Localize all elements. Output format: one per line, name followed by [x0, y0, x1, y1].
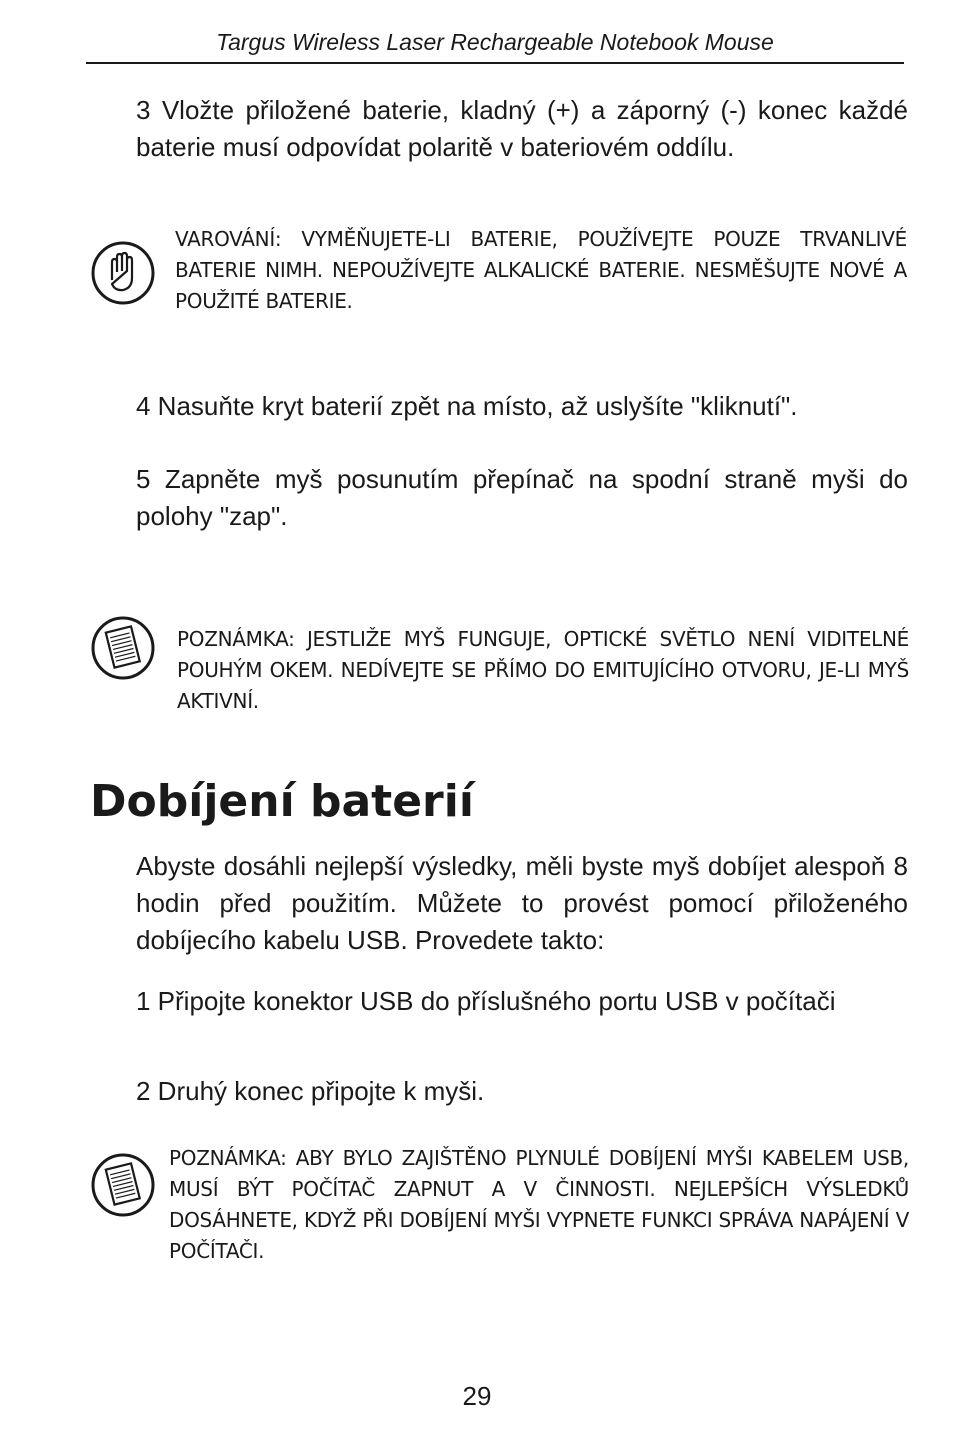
warning-text: VAROVÁNÍ: VYMĚŇUJETE-LI BATERIE, POUŽÍVEJTE POUZE TRVANLIVÉ BATERIE NIMH. NEPOUŽÍVEJTE ALKALICKÉ BATERIE. NESMĚŠUJTE NOVÉ A POUŽITÉ BATERIE. — [175, 227, 907, 313]
intro-paragraph: Abyste dosáhli nejlepší výsledky, měli byste myš dobíjet alespoň 8 hodin před použitím. Můžete to provést pomocí přiloženého dobíjecího kabelu USB. Provedete takto: — [136, 851, 908, 955]
step-3-text: 3 Vložte přiložené baterie, kladný (+) a záporný (-) konec každé baterie musí odpovídat polaritě v bateriovém oddílu. — [136, 95, 908, 162]
step-4-text: 4 Nasuňte kryt baterií zpět na místo, až uslyšíte "kliknutí". — [136, 391, 798, 421]
page-number: 29 — [462, 1381, 492, 1411]
note-2-text: POZNÁMKA: ABY BYLO ZAJIŠTĚNO PLYNULÉ DOBÍJENÍ MYŠI KABELEM USB, MUSÍ BÝT POČÍTAČ ZAPNUT A V ČINNOSTI. NEJLEPŠÍCH VÝSLEDKŮ DOSÁHNETE, KDYŽ PŘI DOBÍJENÍ MYŠI VYPNETE FUNKCI SPRÁVA NAPÁJENÍ V POČÍTAČI. — [169, 1146, 909, 1263]
notepad-icon — [90, 615, 156, 681]
running-header: Targus Wireless Laser Rechargeable Notebook Mouse — [216, 29, 774, 55]
notepad-icon — [90, 1152, 156, 1218]
hand-stop-icon — [90, 240, 156, 306]
section-heading: Dobíjení baterií — [90, 776, 474, 827]
charge-step-1-text: 1 Připojte konektor USB do příslušného portu USB v počítači — [136, 986, 836, 1016]
charge-step-2-text: 2 Druhý konec připojte k myši. — [136, 1076, 485, 1106]
note-1-text: POZNÁMKA: JESTLIŽE MYŠ FUNGUJE, OPTICKÉ SVĚTLO NENÍ VIDITELNÉ POUHÝM OKEM. NEDÍVEJTE SE PŘÍMO DO EMITUJÍCÍHO OTVORU, JE-LI MYŠ AKTIVNÍ. — [177, 627, 909, 713]
header-rule — [86, 62, 904, 64]
step-5-text: 5 Zapněte myš posunutím přepínač na spodní straně myši do polohy "zap". — [136, 464, 908, 531]
